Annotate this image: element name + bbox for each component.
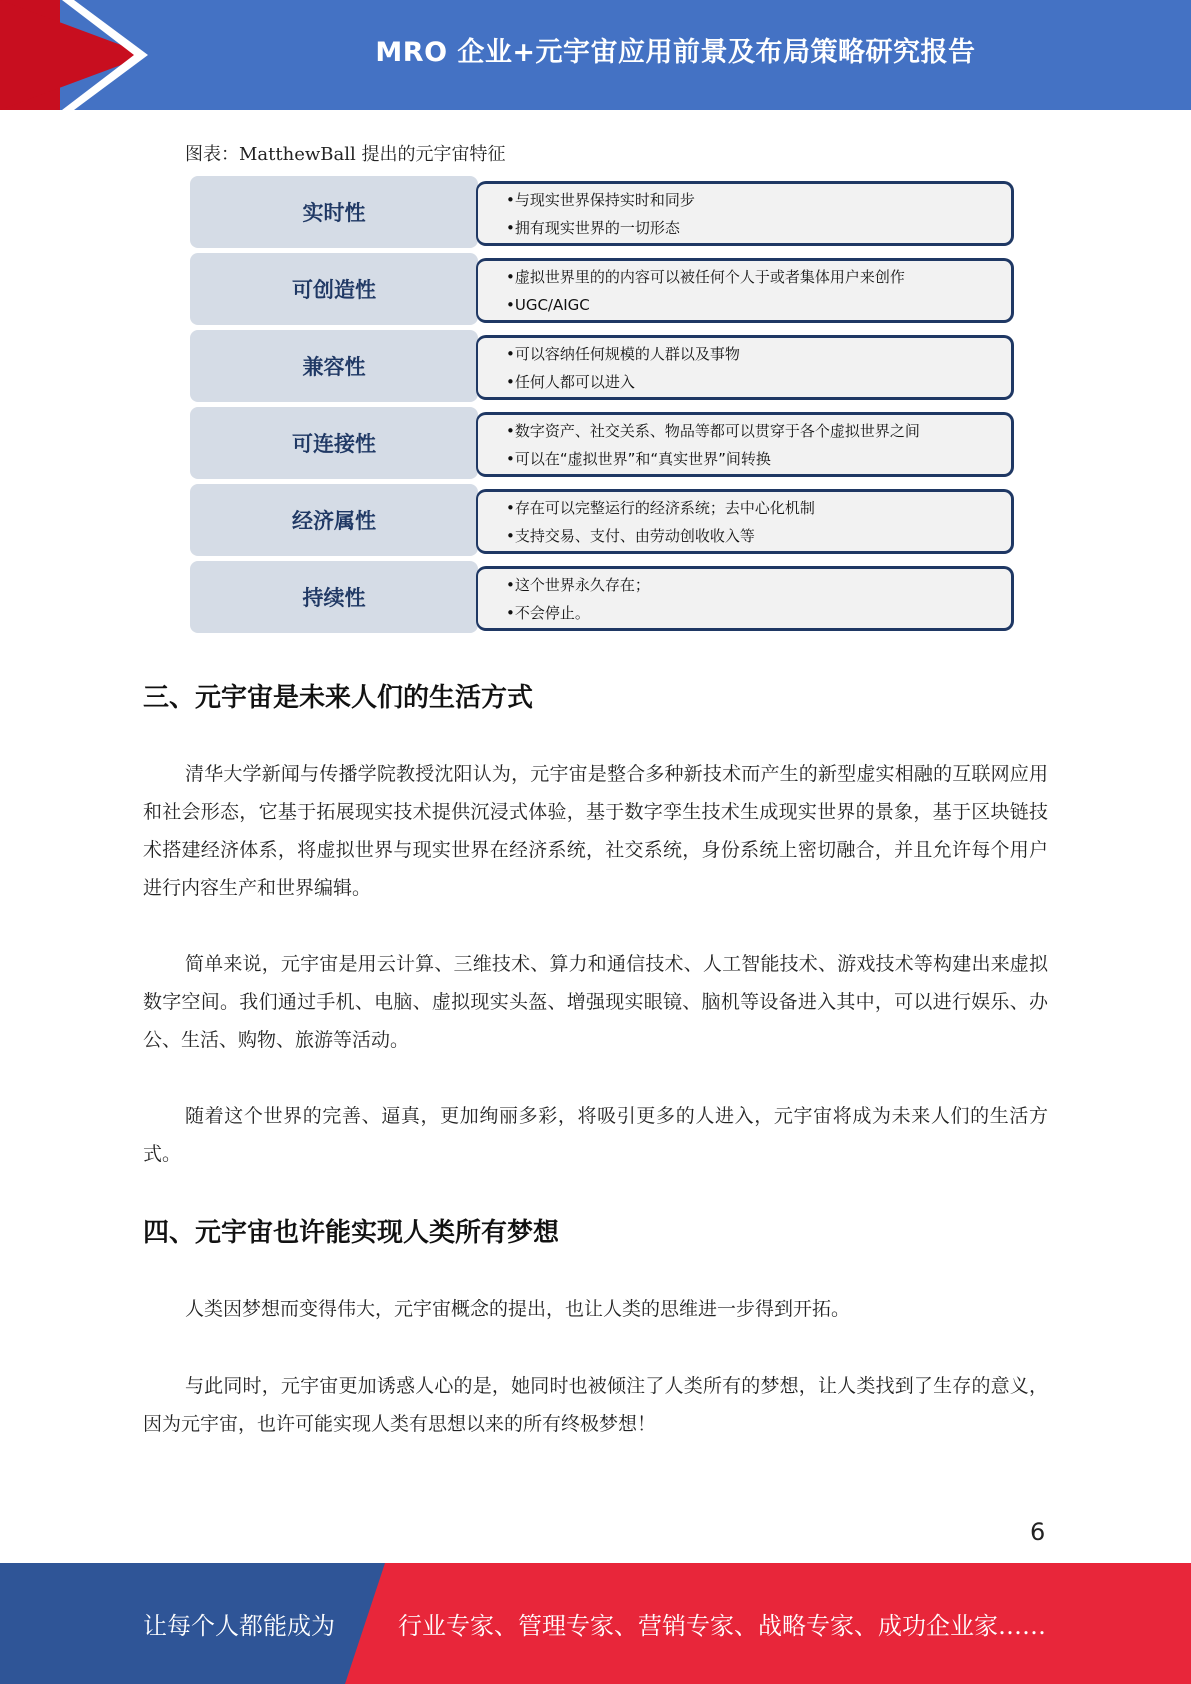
feature-line: •虚拟世界里的的内容可以被任何个人于或者集体用户来创作 (506, 268, 905, 286)
feature-description (476, 566, 1014, 631)
page-header (0, 0, 1191, 110)
feature-line: •不会停止。 (506, 604, 590, 622)
body-paragraph: 与此同时，元宇宙更加诱惑人心的是，她同时也被倾注了人类所有的梦想，让人类找到了生存的意义，因为元宇宙，也许可能实现人类有思想以来的所有终极梦想！ (143, 1375, 1048, 1435)
section-heading: 四、元宇宙也许能实现人类所有梦想 (143, 1218, 560, 1248)
feature-line: •可以在“虚拟世界”和“真实世界”间转换 (506, 450, 771, 468)
feature-description (476, 335, 1014, 400)
feature-row (190, 407, 995, 479)
feature-line: •支持交易、支付、由劳动创收收入等 (506, 527, 755, 545)
feature-line: •存在可以完整运行的经济系统；去中心化机制 (506, 499, 815, 517)
body-paragraph: 随着这个世界的完善、逼真，更加绚丽多彩，将吸引更多的人进入，元宇宙将成为未来人们的生活方式。 (143, 1105, 1048, 1165)
feature-description (476, 412, 1014, 477)
feature-label: 实时性 (190, 176, 478, 248)
feature-line: •数字资产、社交关系、物品等都可以贯穿于各个虚拟世界之间 (506, 422, 920, 440)
footer-slogan-left: 让每个人都能成为 (143, 1612, 335, 1640)
feature-line: •UGC/AIGC (506, 296, 590, 314)
body-paragraph: 清华大学新闻与传播学院教授沈阳认为，元宇宙是整合多种新技术而产生的新型虚实相融的互联网应用和社会形态，它基于拓展现实技术提供沉浸式体验，基于数字孪生技术生成现实世界的景象，基于区块链技术搭建经济体系，将虚拟世界与现实世界在经济系统，社交系统，身份系统上密切融合，并且允许每个用户进行内容生产和世界编辑。 (143, 763, 1048, 899)
header-chevron-icon (62, 0, 152, 110)
feature-label: 持续性 (190, 561, 478, 633)
page-number: 6 (1030, 1518, 1046, 1546)
feature-line: •与现实世界保持实时和同步 (506, 191, 695, 209)
feature-row (190, 176, 995, 248)
feature-row (190, 561, 995, 633)
feature-label: 可连接性 (190, 407, 478, 479)
feature-description (476, 489, 1014, 554)
feature-label: 可创造性 (190, 253, 478, 325)
feature-description (476, 258, 1014, 323)
feature-label: 经济属性 (190, 484, 478, 556)
feature-table (190, 176, 995, 638)
section-heading: 三、元宇宙是未来人们的生活方式 (143, 683, 534, 713)
figure-caption: 图表：MatthewBall 提出的元宇宙特征 (185, 144, 506, 165)
feature-line: •这个世界永久存在； (506, 576, 650, 594)
feature-row (190, 484, 995, 556)
feature-line: •拥有现实世界的一切形态 (506, 219, 680, 237)
feature-line: •可以容纳任何规模的人群以及事物 (506, 345, 740, 363)
page-footer (0, 1563, 1191, 1684)
feature-description (476, 181, 1014, 246)
feature-row (190, 330, 995, 402)
feature-line: •任何人都可以进入 (506, 373, 635, 391)
body-paragraph: 简单来说，元宇宙是用云计算、三维技术、算力和通信技术、人工智能技术、游戏技术等构建出来虚拟数字空间。我们通过手机、电脑、虚拟现实头盔、增强现实眼镜、脑机等设备进入其中，可以进行娱乐、办公、生活、购物、旅游等活动。 (143, 953, 1048, 1051)
feature-row (190, 253, 995, 325)
footer-slogan-right: 行业专家、管理专家、营销专家、战略专家、成功企业家…… (398, 1612, 1046, 1640)
body-paragraph: 人类因梦想而变得伟大，元宇宙概念的提出，也让人类的思维进一步得到开拓。 (185, 1298, 851, 1320)
header-title: MRO 企业+元宇宙应用前景及布局策略研究报告 (375, 37, 976, 68)
feature-label: 兼容性 (190, 330, 478, 402)
